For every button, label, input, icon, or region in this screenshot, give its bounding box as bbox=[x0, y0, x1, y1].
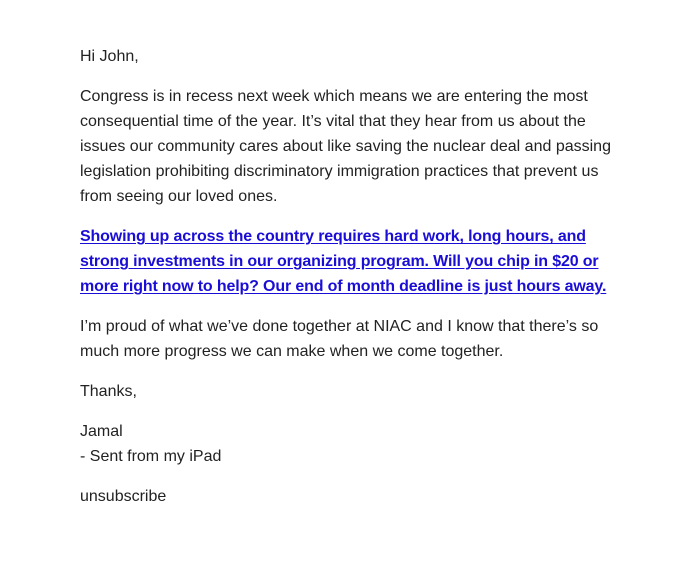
signature-name: Jamal bbox=[80, 423, 123, 440]
closing: Thanks, bbox=[80, 383, 137, 400]
donation-link[interactable]: Showing up across the country requires hard work, long hours, and strong investments in our organizing program. Will you chip in $20 or more right now to help? Our end of month deadline is just hours away. bbox=[80, 228, 607, 295]
signature-note: - Sent from my iPad bbox=[80, 448, 222, 465]
unsubscribe-link[interactable]: unsubscribe bbox=[80, 488, 167, 505]
signature bbox=[80, 419, 620, 469]
body-paragraph-1: Congress is in recess next week which means we are entering the most consequential time of the year. It’s vital that they hear from us about the issues our community cares about like saving the nuclear deal and passing legislation prohibiting discriminatory immigration practices that prevent us from seeing our loved ones. bbox=[80, 88, 611, 205]
unsubscribe-row bbox=[80, 484, 620, 509]
greeting: Hi John, bbox=[80, 48, 139, 65]
donation-callout bbox=[80, 224, 620, 299]
email-body bbox=[80, 44, 620, 524]
body-paragraph-2: I’m proud of what we’ve done together at NIAC and I know that there’s so much more progress we can make when we come together. bbox=[80, 318, 599, 360]
